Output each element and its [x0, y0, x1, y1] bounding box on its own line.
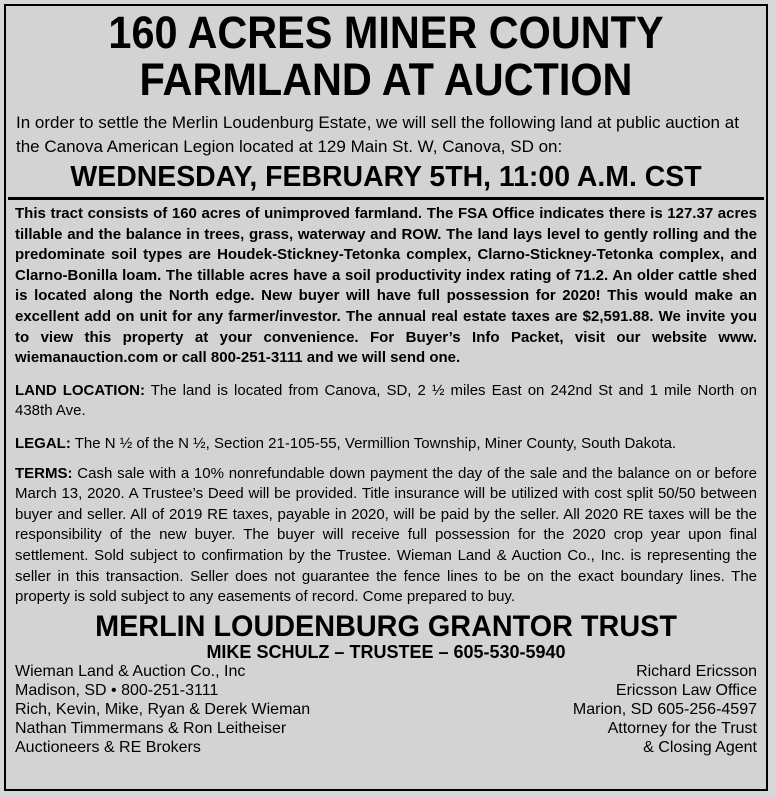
legal-text: The N ½ of the N ½, Section 21-105-55, Vermillion Township, Miner County, South Dakota. [74, 434, 677, 452]
auctioneer-line: Auctioneers & RE Brokers [15, 738, 201, 756]
attorney-info [573, 662, 757, 757]
legal-label: LEGAL: [15, 434, 71, 452]
headline-line-2: FARMLAND AT AUCTION [139, 54, 633, 105]
legal-paragraph [6, 434, 766, 455]
intro-text: In order to settle the Merlin Loudenburg Estate, we will sell the following land at public auction at the Canova American Legion located at 129 Main St. W, Canova, SD on: [16, 113, 739, 156]
divider [8, 197, 764, 200]
description-paragraph: This tract consists of 160 acres of unimproved farmland. The FSA Office indicates there is 127.37 acres tillable and the balance in trees, grass, waterway and ROW. The land lays level to gently rolling and the predominate soil types are Houdek-Stickney-Tetonka complex, Clarno-Stickney-Tetonka complex, and Clarno-Bonilla loam. The tillable acres have a soil productivity index rating of 71.2. An older cattle shed is located along the North edge. New buyer will have full possession for 2020! This would make an excellent add on unit for any farmer/investor. The annual real estate taxes are $2,591.88. We invite you to view this property at your convenience. For Buyer’s Info Packet, visit our website www. wiemanauction.com or call 800-251-3111 and we will send one. [15, 205, 757, 367]
terms-label: TERMS: [15, 464, 73, 482]
footer [6, 662, 766, 757]
auctioneer-line: Wieman Land & Auction Co., Inc [15, 662, 246, 680]
headline-line-1: 160 ACRES MINER COUNTY [108, 7, 664, 58]
attorney-line: & Closing Agent [643, 738, 757, 756]
land-location-text: The land is located from Canova, SD, 2 ½ miles East on 242nd St and 1 mile North on 438th Ave. [15, 381, 757, 420]
terms-text: Cash sale with a 10% nonrefundable down payment the day of the sale and the balance on or before March 13, 2020. A Trustee’s Deed will be provided. Title insurance will be utilized with cost split 50/50 between buyer and seller. All of 2019 RE taxes, payable in 2020, will be paid by the seller. All 2020 RE taxes will be the responsibility of the new buyer. The buyer will receive full possession for the 2020 crop year upon final settlement. Sold subject to confirmation by the Trustee. Wieman Land & Auction Co., Inc. is representing the seller in this transaction. Seller does not guarantee the fence lines to be on the exact boundary lines. The property is sold subject to any easements of record. Come prepared to buy. [15, 464, 757, 606]
terms-paragraph [6, 464, 766, 608]
attorney-line: Richard Ericsson [636, 662, 757, 680]
auctioneer-line: Nathan Timmermans & Ron Leitheiser [15, 719, 287, 737]
trust-name: MERLIN LOUDENBURG GRANTOR TRUST [95, 609, 677, 643]
auctioneer-line: Rich, Kevin, Mike, Ryan & Derek Wieman [15, 700, 311, 718]
auctioneer-info [15, 662, 310, 757]
attorney-line: Marion, SD 605-256-4597 [572, 700, 757, 718]
attorney-line: Attorney for the Trust [607, 719, 757, 737]
land-location-label: LAND LOCATION: [15, 381, 145, 399]
auction-date: WEDNESDAY, FEBRUARY 5TH, 11:00 A.M. CST [70, 161, 702, 193]
attorney-line: Ericsson Law Office [615, 681, 757, 699]
trustee-contact: MIKE SCHULZ – TRUSTEE – 605-530-5940 [206, 641, 566, 662]
land-location-paragraph [6, 381, 766, 422]
auctioneer-line: Madison, SD • 800-251-3111 [15, 681, 219, 699]
auction-ad [4, 4, 768, 791]
